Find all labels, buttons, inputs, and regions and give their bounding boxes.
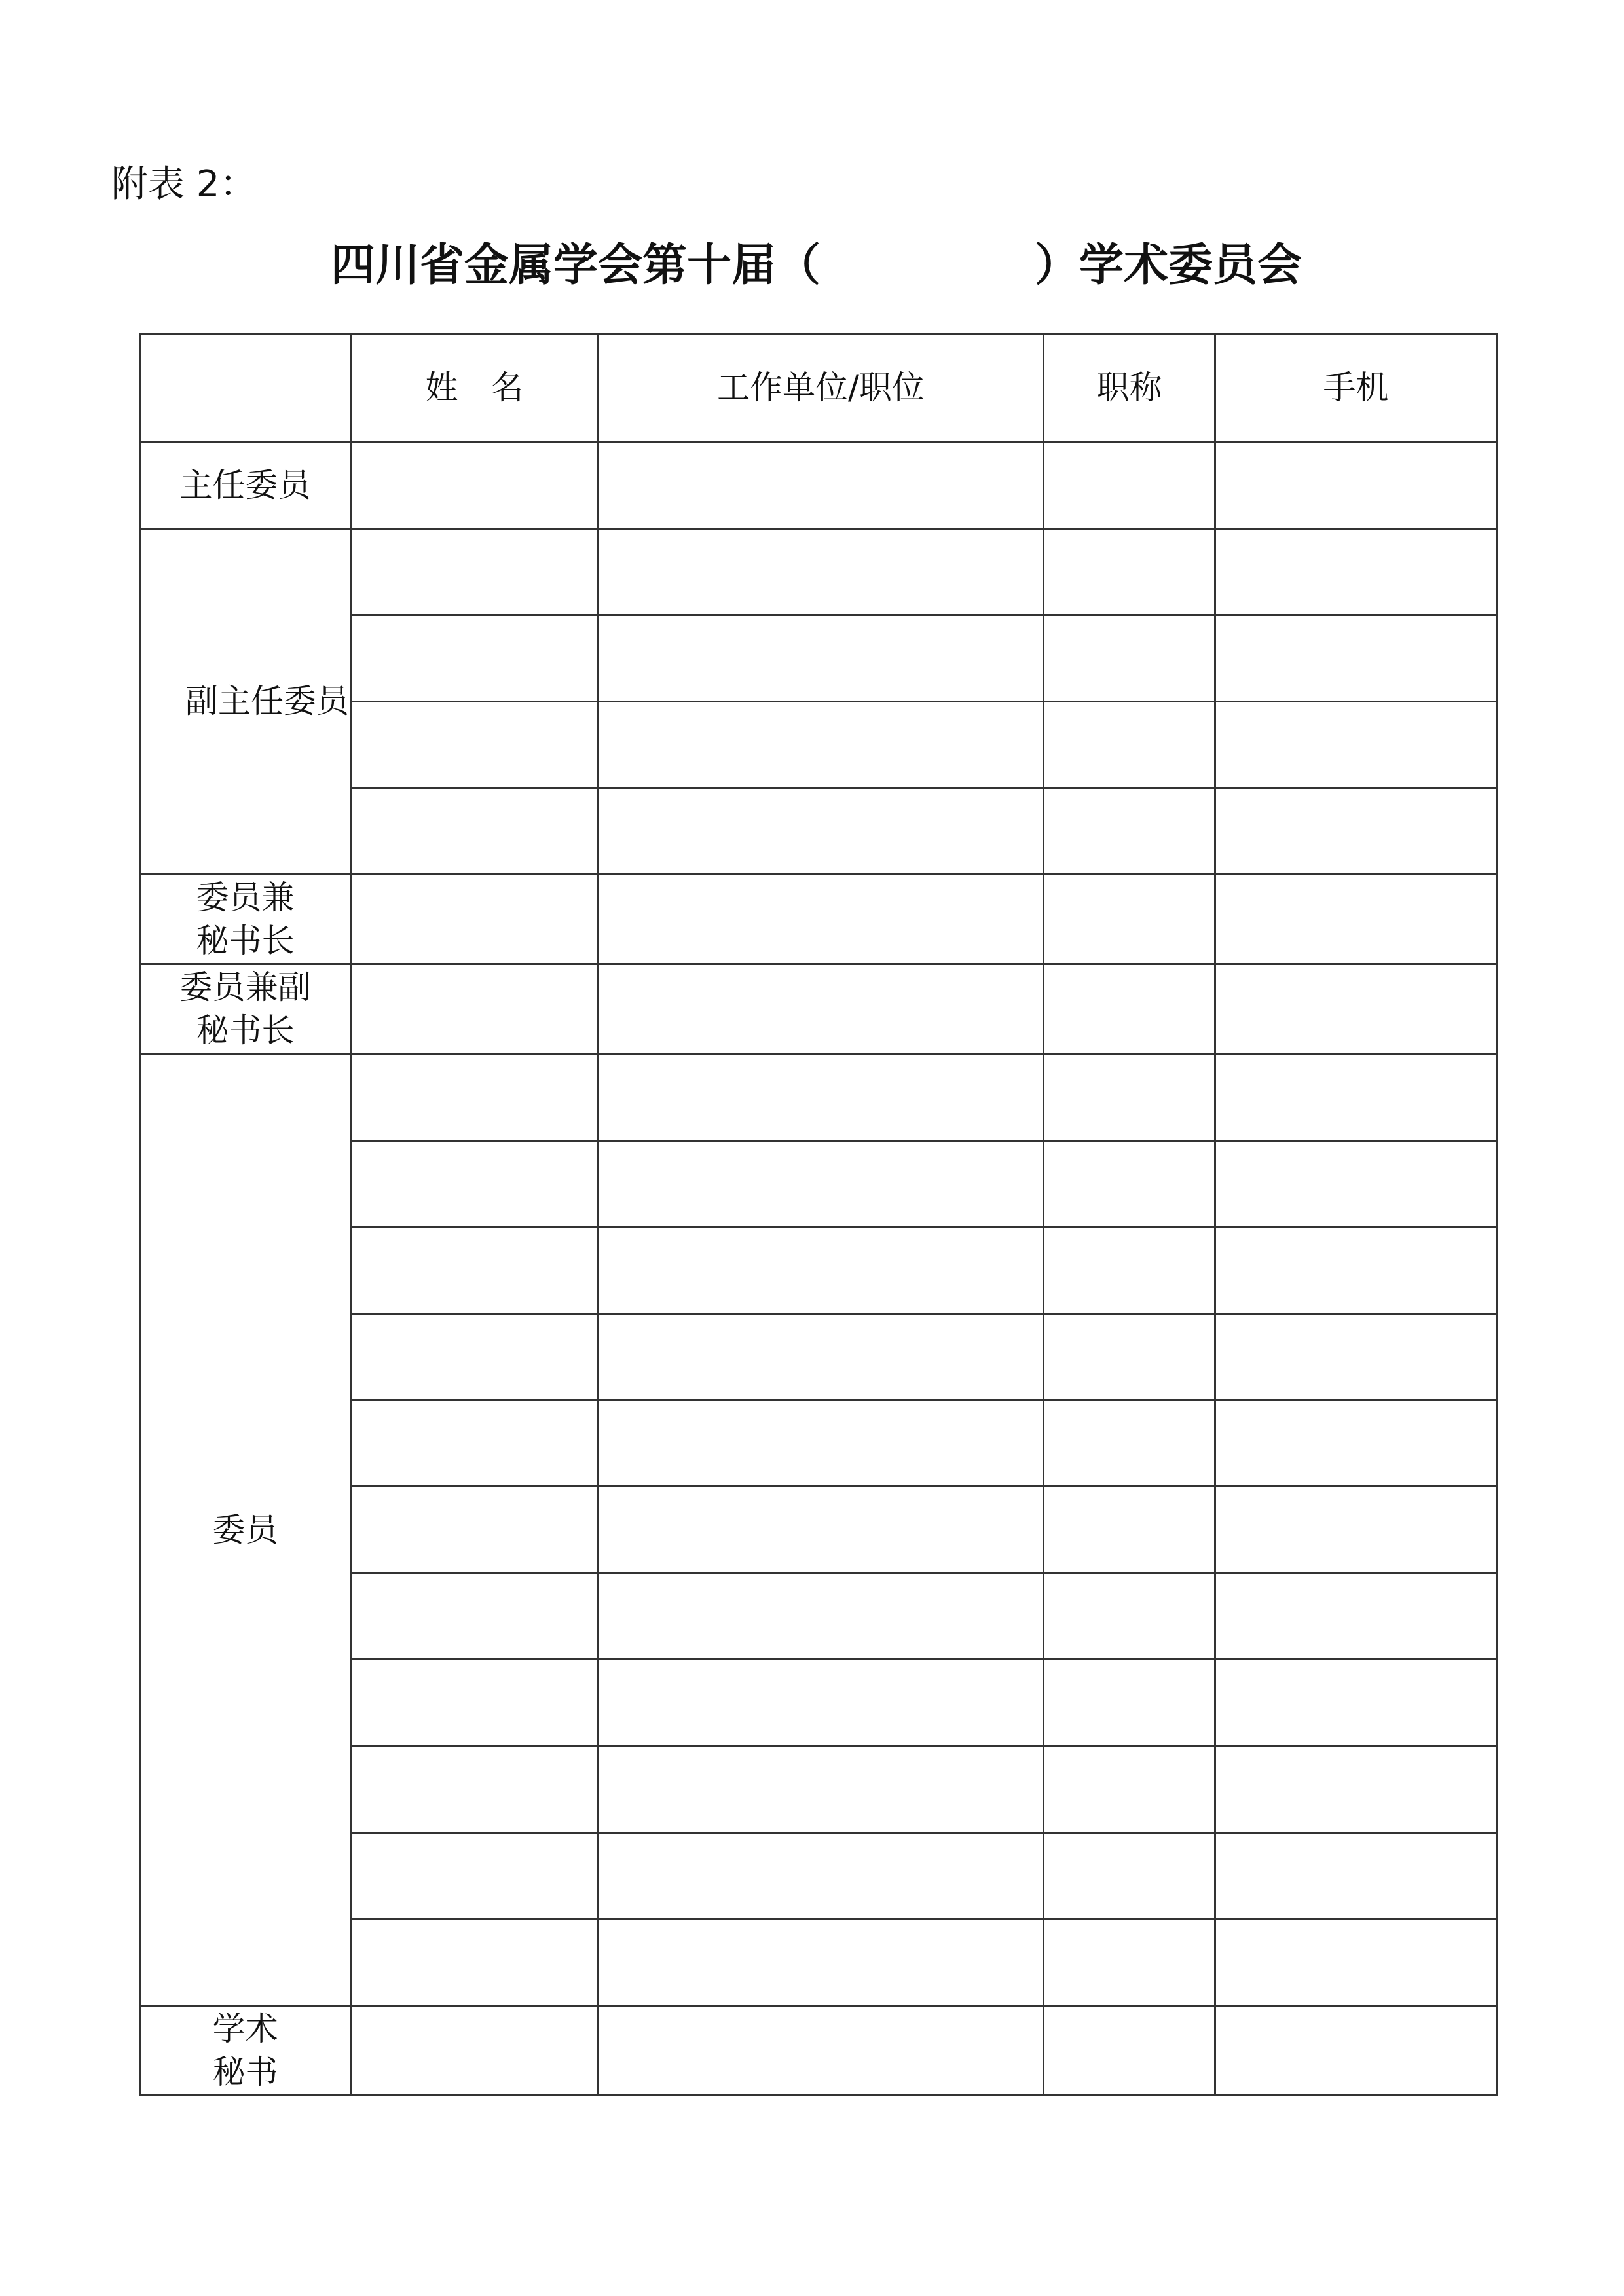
name-cell[interactable]: [351, 1054, 599, 1140]
workplace-cell[interactable]: [599, 1660, 1044, 1746]
role-label-academic-secretary: 学术 秘书: [140, 2005, 351, 2095]
title-cell[interactable]: [1044, 701, 1215, 788]
workplace-cell[interactable]: [599, 875, 1044, 964]
workplace-cell[interactable]: [599, 1487, 1044, 1573]
role-label-director: 主任委员: [140, 442, 351, 528]
name-cell[interactable]: [351, 875, 599, 964]
phone-cell[interactable]: [1215, 1919, 1497, 2005]
name-cell[interactable]: [351, 442, 599, 528]
phone-cell[interactable]: [1215, 875, 1497, 964]
title-cell[interactable]: [1044, 1660, 1215, 1746]
phone-cell[interactable]: [1215, 528, 1497, 615]
name-cell[interactable]: [351, 615, 599, 701]
phone-cell[interactable]: [1215, 1487, 1497, 1573]
workplace-cell[interactable]: [599, 788, 1044, 875]
workplace-cell[interactable]: [599, 2005, 1044, 2095]
workplace-cell[interactable]: [599, 442, 1044, 528]
workplace-cell[interactable]: [599, 1919, 1044, 2005]
title-cell[interactable]: [1044, 1227, 1215, 1313]
title-cell[interactable]: [1044, 788, 1215, 875]
title-cell[interactable]: [1044, 964, 1215, 1054]
title-cell[interactable]: [1044, 2005, 1215, 2095]
workplace-cell[interactable]: [599, 1054, 1044, 1140]
phone-cell[interactable]: [1215, 788, 1497, 875]
title-suffix: ）学术委员会: [1035, 239, 1302, 291]
name-cell[interactable]: [351, 1313, 599, 1400]
name-cell[interactable]: [351, 1487, 599, 1573]
workplace-cell[interactable]: [599, 1400, 1044, 1487]
phone-cell[interactable]: [1215, 1054, 1497, 1140]
phone-cell[interactable]: [1215, 1746, 1497, 1832]
table-row: [140, 442, 1497, 528]
header-title: 职称: [1044, 334, 1215, 443]
name-cell[interactable]: [351, 701, 599, 788]
header-workplace: 工作单位/职位: [599, 334, 1044, 443]
phone-cell[interactable]: [1215, 701, 1497, 788]
name-cell[interactable]: [351, 1400, 599, 1487]
role-label-members: 委员: [140, 1054, 351, 2005]
title-cell[interactable]: [1044, 1313, 1215, 1400]
workplace-cell[interactable]: [599, 528, 1044, 615]
title-cell[interactable]: [1044, 875, 1215, 964]
header-phone: 手机: [1215, 334, 1497, 443]
table-row: [140, 528, 1497, 615]
phone-cell[interactable]: [1215, 1573, 1497, 1660]
phone-cell[interactable]: [1215, 1227, 1497, 1313]
name-cell[interactable]: [351, 1660, 599, 1746]
table-row: [140, 2005, 1497, 2095]
phone-cell[interactable]: [1215, 442, 1497, 528]
name-cell[interactable]: [351, 788, 599, 875]
title-cell[interactable]: [1044, 1400, 1215, 1487]
phone-cell[interactable]: [1215, 1400, 1497, 1487]
workplace-cell[interactable]: [599, 1313, 1044, 1400]
workplace-cell[interactable]: [599, 1746, 1044, 1832]
name-cell[interactable]: [351, 528, 599, 615]
title-cell[interactable]: [1044, 1832, 1215, 1919]
phone-cell[interactable]: [1215, 615, 1497, 701]
workplace-cell[interactable]: [599, 1832, 1044, 1919]
workplace-cell[interactable]: [599, 1573, 1044, 1660]
title-cell[interactable]: [1044, 1573, 1215, 1660]
phone-cell[interactable]: [1215, 1832, 1497, 1919]
name-cell[interactable]: [351, 1919, 599, 2005]
committee-form-table: [139, 333, 1498, 2096]
header-name: 姓 名: [351, 334, 599, 443]
title-cell[interactable]: [1044, 615, 1215, 701]
role-label-member-secretary-general: 委员兼 秘书长: [140, 875, 351, 964]
workplace-cell[interactable]: [599, 615, 1044, 701]
attachment-label: 附表 2：: [111, 163, 257, 206]
title-prefix: 四川省金属学会第十届（: [331, 239, 821, 291]
title-cell[interactable]: [1044, 1140, 1215, 1227]
title-cell[interactable]: [1044, 528, 1215, 615]
title-cell[interactable]: [1044, 442, 1215, 528]
table-row: [140, 875, 1497, 964]
table-row: [140, 1054, 1497, 1140]
workplace-cell[interactable]: [599, 964, 1044, 1054]
name-cell[interactable]: [351, 964, 599, 1054]
title-cell[interactable]: [1044, 1746, 1215, 1832]
phone-cell[interactable]: [1215, 1313, 1497, 1400]
title-cell[interactable]: [1044, 1919, 1215, 2005]
name-cell[interactable]: [351, 2005, 599, 2095]
role-label-deputy-director: 副主任委员: [140, 528, 351, 874]
name-cell[interactable]: [351, 1140, 599, 1227]
header-role-cell: [140, 334, 351, 443]
title-cell[interactable]: [1044, 1054, 1215, 1140]
phone-cell[interactable]: [1215, 1660, 1497, 1746]
workplace-cell[interactable]: [599, 1227, 1044, 1313]
title-cell[interactable]: [1044, 1487, 1215, 1573]
table-row: [140, 964, 1497, 1054]
name-cell[interactable]: [351, 1746, 599, 1832]
name-cell[interactable]: [351, 1832, 599, 1919]
phone-cell[interactable]: [1215, 2005, 1497, 2095]
phone-cell[interactable]: [1215, 1140, 1497, 1227]
name-cell[interactable]: [351, 1227, 599, 1313]
header-row: [140, 334, 1497, 443]
role-label-member-deputy-secretary-general: 委员兼副 秘书长: [140, 964, 351, 1054]
workplace-cell[interactable]: [599, 1140, 1044, 1227]
phone-cell[interactable]: [1215, 964, 1497, 1054]
workplace-cell[interactable]: [599, 701, 1044, 788]
name-cell[interactable]: [351, 1573, 599, 1660]
